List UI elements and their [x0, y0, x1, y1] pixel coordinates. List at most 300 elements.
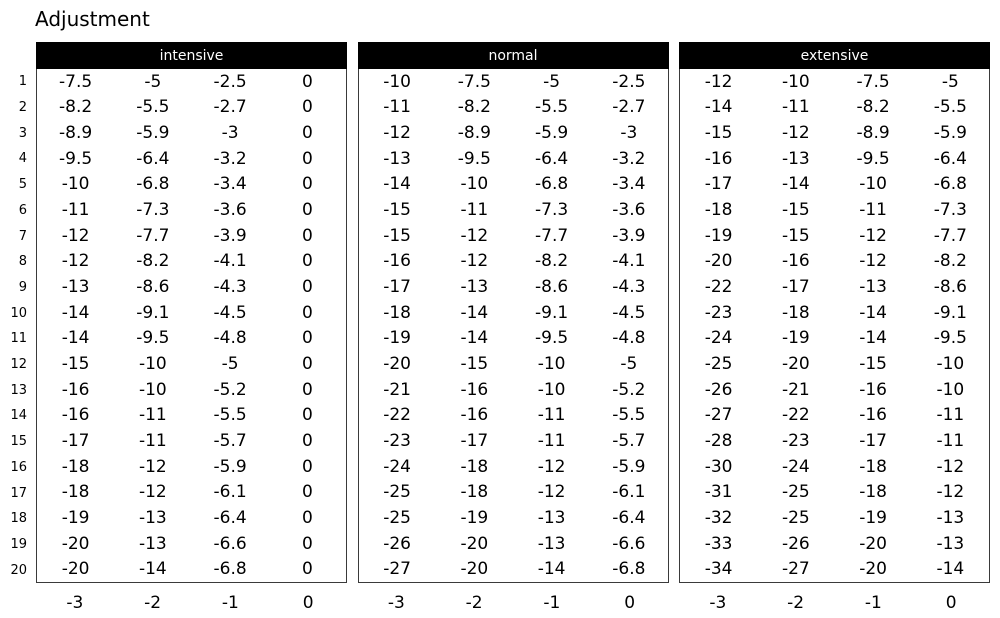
table-cell: -10 [936, 354, 965, 375]
table-cell: -22 [781, 405, 810, 426]
table-row [359, 146, 668, 172]
table-cell: -8.2 [457, 97, 491, 118]
table-cell: 0 [301, 123, 313, 144]
table-cell: -12 [61, 225, 90, 246]
table-cell: -6.8 [933, 174, 967, 195]
table-cell: -12 [859, 225, 888, 246]
table-cell: -18 [61, 482, 90, 503]
table-cell: -5.5 [612, 405, 646, 426]
table-cell: -6.4 [213, 507, 247, 528]
table-cell: -15 [383, 225, 412, 246]
table-row [680, 428, 989, 454]
table-cell: -3.6 [213, 200, 247, 221]
table-cell: -27 [781, 559, 810, 580]
table-cell: -5 [221, 354, 239, 375]
table-row [359, 120, 668, 146]
table-row [37, 454, 346, 480]
table-row [680, 454, 989, 480]
table-row [37, 274, 346, 300]
table-cell: -14 [704, 97, 733, 118]
table-cell: -8.2 [856, 97, 890, 118]
table-cell: 0 [301, 559, 313, 580]
table-row [37, 556, 346, 582]
table-cell: -17 [859, 431, 888, 452]
table-row [680, 531, 989, 557]
table-row [359, 326, 668, 352]
table-cell: -16 [859, 379, 888, 400]
row-number: 9 [18, 279, 27, 295]
table-cell: -4.3 [213, 277, 247, 298]
table-cell: -15 [781, 200, 810, 221]
table-cell: -27 [383, 559, 412, 580]
column-label: -3 [387, 592, 405, 613]
table-cell: -7.5 [457, 71, 491, 92]
table-cell: -13 [460, 277, 489, 298]
table-cell: -13 [936, 507, 965, 528]
table-cell: -8.9 [856, 123, 890, 144]
row-number-column [0, 69, 27, 583]
table-cell: -13 [537, 533, 566, 554]
row-number: 18 [10, 511, 27, 527]
table-cell: -33 [704, 533, 733, 554]
table-cell: -12 [936, 456, 965, 477]
table-cell: -5.9 [933, 123, 967, 144]
table-cell: -12 [383, 123, 412, 144]
table-cell: -3 [221, 123, 239, 144]
table-cell: 0 [301, 482, 313, 503]
table-cell: -25 [383, 507, 412, 528]
table-cell: -10 [138, 379, 167, 400]
row-number: 20 [10, 562, 27, 578]
panel-normal [358, 42, 669, 618]
table-row [680, 146, 989, 172]
panel-header-intensive: intensive [36, 42, 347, 69]
table-cell: -12 [460, 251, 489, 272]
column-label: -2 [787, 592, 805, 613]
table-cell: -3.9 [213, 225, 247, 246]
table-cell: -3.4 [612, 174, 646, 195]
table-row [680, 95, 989, 121]
table-cell: -16 [61, 379, 90, 400]
table-row [680, 274, 989, 300]
table-cell: -22 [704, 277, 733, 298]
table-cell: -16 [460, 379, 489, 400]
table-cell: -26 [704, 379, 733, 400]
column-label: 0 [302, 592, 314, 613]
table-cell: -20 [704, 251, 733, 272]
table-row [37, 249, 346, 275]
table-cell: -10 [138, 354, 167, 375]
table-row [37, 377, 346, 403]
table-row [37, 69, 346, 95]
table-row [37, 505, 346, 531]
table-cell: -20 [859, 533, 888, 554]
table-cell: -5 [620, 354, 638, 375]
table-cell: -24 [383, 456, 412, 477]
table-cell: -12 [936, 482, 965, 503]
table-cell: 0 [301, 379, 313, 400]
table-cell: -25 [383, 482, 412, 503]
table-cell: -10 [460, 174, 489, 195]
table-cell: -20 [460, 559, 489, 580]
table-row [359, 351, 668, 377]
table-cell: -12 [537, 456, 566, 477]
table-cell: -18 [859, 456, 888, 477]
table-cell: -19 [460, 507, 489, 528]
table-cell: -19 [781, 328, 810, 349]
table-cell: -16 [460, 405, 489, 426]
table-cell: -11 [537, 405, 566, 426]
table-cell: -14 [383, 174, 412, 195]
table-row [680, 377, 989, 403]
table-cell: -6.8 [213, 559, 247, 580]
table-cell: 0 [301, 200, 313, 221]
table-row [37, 146, 346, 172]
table-cell: 0 [301, 97, 313, 118]
row-number: 4 [18, 151, 27, 167]
table-cell: -7.7 [933, 225, 967, 246]
table-cell: -20 [61, 559, 90, 580]
table-cell: -9.5 [535, 328, 569, 349]
table-cell: -13 [138, 533, 167, 554]
table-cell: -20 [383, 354, 412, 375]
table-cell: -2.7 [612, 97, 646, 118]
table-cell: -9.1 [136, 302, 170, 323]
table-cell: -6.8 [136, 174, 170, 195]
table-cell: -5 [144, 71, 162, 92]
table-cell: -13 [859, 277, 888, 298]
panel-header-normal: normal [358, 42, 669, 69]
table-cell: -4.5 [213, 302, 247, 323]
table-cell: -10 [781, 71, 810, 92]
table-cell: -25 [704, 354, 733, 375]
table-cell: -34 [704, 559, 733, 580]
table-cell: -2.5 [213, 71, 247, 92]
table-cell: -5 [543, 71, 561, 92]
table-cell: -4.8 [213, 328, 247, 349]
table-cell: -7.5 [856, 71, 890, 92]
table-cell: -13 [936, 533, 965, 554]
table-cell: -4.3 [612, 277, 646, 298]
table-cell: 0 [301, 225, 313, 246]
table-row [37, 480, 346, 506]
table-cell: -14 [138, 559, 167, 580]
table-cell: -8.2 [535, 251, 569, 272]
table-cell: -23 [383, 431, 412, 452]
table-cell: -2.7 [213, 97, 247, 118]
table-cell: -2.5 [612, 71, 646, 92]
table-cell: -26 [781, 533, 810, 554]
table-cell: -5.2 [612, 379, 646, 400]
table-cell: -5.5 [535, 97, 569, 118]
table-cell: -14 [61, 302, 90, 323]
table-cell: -14 [537, 559, 566, 580]
table-cell: -5.5 [933, 97, 967, 118]
row-number: 12 [10, 357, 27, 373]
table-row [37, 172, 346, 198]
table-cell: -13 [383, 148, 412, 169]
table-row [37, 326, 346, 352]
table-cell: -13 [537, 507, 566, 528]
table-cell: -17 [781, 277, 810, 298]
column-label: -1 [221, 592, 239, 613]
row-number: 10 [10, 305, 27, 321]
table-cell: -20 [61, 533, 90, 554]
table-cell: -6.4 [136, 148, 170, 169]
table-cell: 0 [301, 354, 313, 375]
table-cell: -20 [859, 559, 888, 580]
panel-body [36, 69, 347, 583]
table-cell: -5.5 [136, 97, 170, 118]
table-cell: -5.9 [612, 456, 646, 477]
table-cell: -8.9 [457, 123, 491, 144]
table-cell: -7.3 [136, 200, 170, 221]
table-cell: -18 [704, 200, 733, 221]
table-cell: -30 [704, 456, 733, 477]
column-label: -2 [144, 592, 162, 613]
table-cell: -9.5 [457, 148, 491, 169]
table-cell: -14 [936, 559, 965, 580]
table-cell: -9.5 [856, 148, 890, 169]
table-cell: -5.7 [213, 431, 247, 452]
table-row [680, 326, 989, 352]
column-label: -2 [465, 592, 483, 613]
table-cell: -4.5 [612, 302, 646, 323]
table-row [359, 274, 668, 300]
table-cell: -20 [781, 354, 810, 375]
table-cell: -9.1 [535, 302, 569, 323]
table-cell: 0 [301, 174, 313, 195]
table-cell: -7.3 [535, 200, 569, 221]
table-cell: -12 [537, 482, 566, 503]
table-cell: -11 [537, 431, 566, 452]
table-row [359, 556, 668, 582]
table-row [680, 480, 989, 506]
table-cell: -12 [138, 456, 167, 477]
table-row [359, 95, 668, 121]
table-cell: 0 [301, 148, 313, 169]
table-row [37, 120, 346, 146]
row-number: 17 [10, 485, 27, 501]
table-cell: -17 [704, 174, 733, 195]
table-row [37, 428, 346, 454]
table-cell: -8.6 [933, 277, 967, 298]
table-cell: 0 [301, 456, 313, 477]
table-cell: -5 [941, 71, 959, 92]
table-cell: -11 [383, 97, 412, 118]
table-cell: -6.6 [213, 533, 247, 554]
panel-footer [358, 583, 669, 618]
table-cell: -13 [138, 507, 167, 528]
table-cell: -11 [859, 200, 888, 221]
table-row [359, 428, 668, 454]
table-row [680, 300, 989, 326]
table-row [359, 69, 668, 95]
table-cell: -28 [704, 431, 733, 452]
table-cell: -5.7 [612, 431, 646, 452]
table-cell: -6.4 [612, 507, 646, 528]
column-label: -1 [864, 592, 882, 613]
table-cell: -11 [138, 431, 167, 452]
table-row [37, 403, 346, 429]
row-number: 15 [10, 434, 27, 450]
table-cell: -31 [704, 482, 733, 503]
table-cell: -8.2 [136, 251, 170, 272]
table-cell: -16 [859, 405, 888, 426]
table-cell: 0 [301, 405, 313, 426]
table-row [37, 95, 346, 121]
table-row [680, 351, 989, 377]
table-cell: -4.1 [612, 251, 646, 272]
table-cell: -8.6 [535, 277, 569, 298]
table-cell: -8.2 [933, 251, 967, 272]
table-cell: -9.1 [933, 302, 967, 323]
table-cell: 0 [301, 328, 313, 349]
table-cell: -16 [704, 148, 733, 169]
table-cell: -11 [936, 405, 965, 426]
table-row [680, 120, 989, 146]
table-row [37, 531, 346, 557]
table-cell: -3 [620, 123, 638, 144]
table-row [680, 505, 989, 531]
table-cell: 0 [301, 533, 313, 554]
table-cell: -9.5 [136, 328, 170, 349]
table-row [680, 69, 989, 95]
table-row [359, 172, 668, 198]
panel-extensive [679, 42, 990, 618]
table-cell: -20 [460, 533, 489, 554]
table-cell: -6.4 [933, 148, 967, 169]
table-row [359, 300, 668, 326]
table-cell: -10 [383, 71, 412, 92]
table-cell: -14 [460, 302, 489, 323]
table-cell: -13 [61, 277, 90, 298]
table-cell: -24 [704, 328, 733, 349]
column-label: -3 [66, 592, 84, 613]
table-cell: -6.6 [612, 533, 646, 554]
table-cell: 0 [301, 302, 313, 323]
table-cell: -23 [704, 302, 733, 323]
row-number: 5 [18, 177, 27, 193]
table-panels [36, 42, 990, 618]
table-cell: -18 [383, 302, 412, 323]
table-cell: -8.9 [59, 123, 93, 144]
table-cell: -16 [61, 405, 90, 426]
row-number: 14 [10, 408, 27, 424]
table-cell: -18 [781, 302, 810, 323]
panel-body [358, 69, 669, 583]
table-cell: 0 [301, 277, 313, 298]
table-cell: -19 [704, 225, 733, 246]
table-cell: 0 [301, 251, 313, 272]
table-row [359, 454, 668, 480]
table-cell: -7.7 [535, 225, 569, 246]
table-cell: -3.6 [612, 200, 646, 221]
table-cell: -9.5 [933, 328, 967, 349]
table-cell: -15 [704, 123, 733, 144]
table-row [680, 249, 989, 275]
table-row [37, 351, 346, 377]
table-cell: -11 [138, 405, 167, 426]
table-row [680, 223, 989, 249]
table-cell: -14 [61, 328, 90, 349]
table-row [680, 172, 989, 198]
table-cell: -6.1 [612, 482, 646, 503]
table-cell: -19 [61, 507, 90, 528]
table-cell: -21 [781, 379, 810, 400]
table-cell: -4.1 [213, 251, 247, 272]
table-cell: -3.2 [612, 148, 646, 169]
table-cell: -7.5 [59, 71, 93, 92]
table-row [359, 531, 668, 557]
table-cell: -10 [537, 379, 566, 400]
row-number: 11 [10, 331, 27, 347]
table-cell: -6.4 [535, 148, 569, 169]
table-cell: -7.7 [136, 225, 170, 246]
table-cell: -19 [383, 328, 412, 349]
table-cell: -5.9 [535, 123, 569, 144]
row-number: 1 [18, 74, 27, 90]
row-number: 7 [18, 228, 27, 244]
table-cell: -7.3 [933, 200, 967, 221]
table-cell: -12 [859, 251, 888, 272]
table-cell: -32 [704, 507, 733, 528]
table-row [359, 377, 668, 403]
table-cell: -25 [781, 507, 810, 528]
table-cell: -11 [781, 97, 810, 118]
table-cell: -22 [383, 405, 412, 426]
table-cell: -14 [460, 328, 489, 349]
table-cell: -27 [704, 405, 733, 426]
table-cell: -12 [704, 71, 733, 92]
table-cell: -17 [61, 431, 90, 452]
row-number: 16 [10, 459, 27, 475]
table-cell: -14 [859, 302, 888, 323]
column-label: 0 [624, 592, 636, 613]
panel-header-extensive: extensive [679, 42, 990, 69]
row-number: 6 [18, 202, 27, 218]
row-number: 13 [10, 382, 27, 398]
table-row [359, 480, 668, 506]
table-row [680, 197, 989, 223]
table-cell: -11 [936, 431, 965, 452]
table-cell: -12 [781, 123, 810, 144]
row-number: 19 [10, 537, 27, 552]
table-row [680, 403, 989, 429]
table-cell: -8.6 [136, 277, 170, 298]
table-cell: -16 [383, 251, 412, 272]
table-cell: -10 [61, 174, 90, 195]
table-cell: -5.2 [213, 379, 247, 400]
table-cell: -21 [383, 379, 412, 400]
table-cell: -12 [460, 225, 489, 246]
table-cell: -15 [460, 354, 489, 375]
row-number: 2 [18, 100, 27, 116]
table-cell: -15 [383, 200, 412, 221]
table-row [359, 223, 668, 249]
column-label: 0 [945, 592, 957, 613]
table-row [37, 223, 346, 249]
table-cell: -11 [61, 200, 90, 221]
table-row [359, 505, 668, 531]
table-cell: -18 [61, 456, 90, 477]
table-cell: -14 [859, 328, 888, 349]
table-cell: -9.5 [59, 148, 93, 169]
row-number: 3 [18, 125, 27, 141]
table-row [37, 300, 346, 326]
table-cell: -15 [61, 354, 90, 375]
table-row [359, 249, 668, 275]
